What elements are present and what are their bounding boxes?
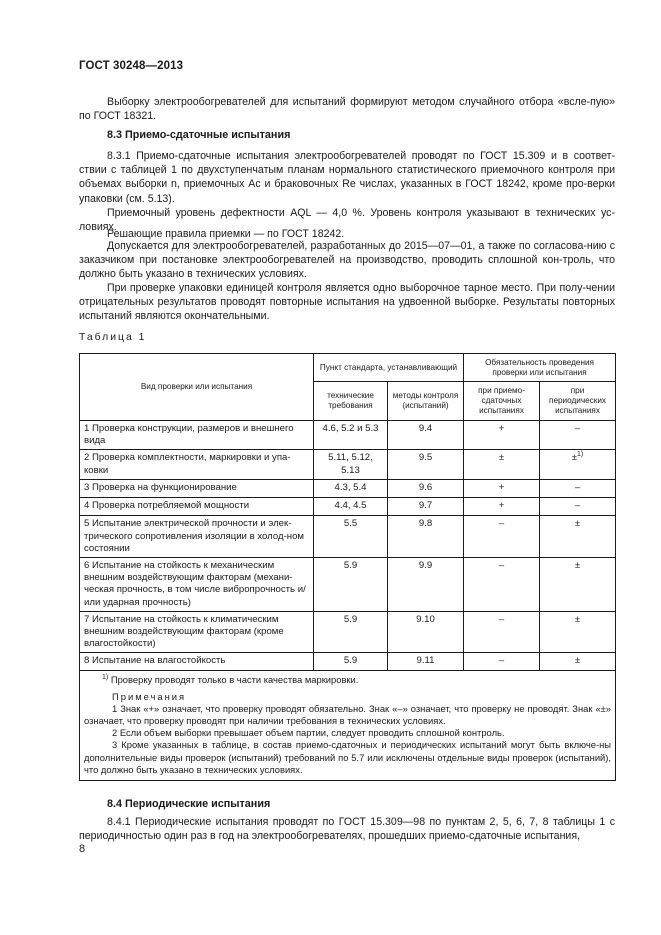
row-acceptance-text: +	[498, 500, 505, 512]
row-name	[80, 421, 314, 450]
table-1	[79, 353, 616, 781]
row-periodic	[540, 558, 616, 612]
row-acceptance-text: –	[498, 655, 505, 667]
row-name-text: 3 Проверка на функционирование	[84, 482, 237, 494]
row-method	[388, 516, 464, 558]
row-periodic-text: –	[574, 500, 581, 512]
row-periodic-text: ±	[574, 655, 581, 667]
note-1: 1 Знак «+» означает, что проверку проводят обязательно. Знак «–» означает, что проверку не проводят. Знак «±» означает, что проверку проводят при наличии требования в технических условиях.	[84, 702, 612, 727]
aql-paragraph: Приемочный уровень дефектности AQL — 4,0 %. Уровень контроля указывают в технических ус-ловиях.	[79, 207, 615, 234]
row-acceptance	[464, 480, 540, 498]
notes-title: Примечания	[112, 690, 187, 702]
row-tech-req	[314, 421, 388, 450]
table-caption: Таблица 1	[79, 332, 147, 343]
row-tech-req-text: 5.9	[343, 560, 358, 572]
row-tech-req	[314, 498, 388, 516]
row-periodic	[540, 421, 616, 450]
footnote-text: Проверку проводят только в части качества маркировки.	[110, 674, 359, 686]
row-tech-req-text: 4.6, 5.2 и 5.3	[322, 423, 379, 434]
row-name-text: 7 Испытание на стойкость к климатическим внешним воздействующим факторам (кроме влагостойкости)	[84, 613, 284, 650]
row-periodic	[540, 498, 616, 516]
row-tech-req-text: 4.3, 5.4	[334, 482, 367, 494]
row-name	[80, 653, 314, 671]
row-acceptance	[464, 450, 540, 480]
header-acceptance: при приемо-сдаточных испытаниях	[464, 382, 540, 421]
footnote-mark: 1)	[102, 674, 109, 682]
row-method	[388, 450, 464, 480]
row-tech-req-text: 5.9	[343, 655, 358, 667]
row-method	[388, 611, 464, 653]
note-2: 2 Если объем выборки превышает объем партии, следует проводить сплошной контроль.	[112, 727, 505, 739]
table-row	[80, 516, 616, 558]
footnote	[102, 674, 611, 686]
row-name-text: 5 Испытание электрической прочности и элек-трического сопротивления изоляции в холод-ном состоянии	[84, 518, 304, 554]
table-row	[80, 480, 616, 498]
row-name	[80, 611, 314, 653]
row-tech-req-text: 5.5	[343, 518, 358, 530]
row-name-text: 8 Испытание на влагостойкость	[84, 655, 226, 667]
row-name	[80, 450, 314, 480]
section-8-3-title: 8.3 Приемо-сдаточные испытания	[107, 129, 291, 141]
row-name-text: 6 Испытание на стойкость к механическим внешним воздействующим факторам (механи-ческая прочность, в том числе вибропрочность и/или ударная прочность)	[84, 560, 306, 608]
packaging-paragraph: При проверке упаковки единицей контроля является одно выборочное тарное место. При полу-чении отрицательных результатов проводят повторные испытания на удвоенной выборке. Результаты повторных испытаний являются окончательными.	[79, 282, 615, 323]
row-tech-req-text: 5.9	[343, 613, 358, 625]
row-periodic	[540, 516, 616, 558]
row-periodic-text: ±	[574, 560, 581, 572]
row-acceptance	[464, 516, 540, 558]
row-method	[388, 558, 464, 612]
row-periodic-text: –	[574, 482, 581, 494]
row-periodic-text: –	[574, 423, 581, 434]
table-row	[80, 450, 616, 480]
table-row	[80, 498, 616, 516]
row-name	[80, 558, 314, 612]
row-acceptance	[464, 421, 540, 450]
row-name-text: 1 Проверка конструкции, размеров и внешнего вида	[84, 423, 294, 447]
row-method-text: 9.9	[418, 560, 433, 572]
row-tech-req	[314, 480, 388, 498]
row-acceptance	[464, 498, 540, 516]
row-name	[80, 480, 314, 498]
section-8-3-1-paragraph: 8.3.1 Приемо-сдаточные испытания электрообогревателей проводят по ГОСТ 15.309 и в соответ-ствии с таблицей 1 по двухступенчатым планам нормального статистического приемочного контроля при объемах выборки n, приемочных Ac и браковочных Re числах, указанных в ГОСТ 18242, кроме про-верки упаковки (см. 5.13).	[79, 150, 615, 205]
full-control-paragraph: Допускается для электрообогревателей, разработанных до 2015—07—01, а также по согласова-нию с заказчиком при постановке электрообогревателей на производство, проводить сплошной кон-троль, что должно быть указано в технических условиях.	[79, 240, 615, 281]
table-notes	[80, 671, 616, 781]
row-tech-req	[314, 516, 388, 558]
page-number: 8	[79, 843, 86, 855]
row-acceptance-text: –	[498, 560, 505, 572]
table-row	[80, 653, 616, 671]
footnote-ref: 1)	[577, 451, 584, 459]
row-tech-req	[314, 558, 388, 612]
row-acceptance-text: +	[498, 423, 505, 434]
row-acceptance	[464, 653, 540, 671]
row-periodic	[540, 450, 616, 480]
row-tech-req	[314, 611, 388, 653]
row-periodic	[540, 653, 616, 671]
header-tech-req: технические требования	[314, 382, 388, 421]
table-row	[80, 558, 616, 612]
table-row	[80, 421, 616, 450]
row-name-text: 4 Проверка потребляемой мощности	[84, 500, 250, 512]
row-periodic	[540, 480, 616, 498]
row-method-text: 9.11	[416, 655, 435, 667]
table-row	[80, 611, 616, 653]
header-periodic: при периодических испытаниях	[540, 382, 616, 421]
row-method	[388, 421, 464, 450]
row-tech-req	[314, 450, 388, 480]
row-name	[80, 516, 314, 558]
header-methods: методы контроля (испытаний)	[388, 382, 464, 421]
header-type: Вид проверки или испытания	[80, 354, 314, 421]
row-periodic-text: ±	[571, 452, 578, 464]
row-periodic	[540, 611, 616, 653]
row-tech-req-text: 5.11, 5.12, 5.13	[328, 452, 373, 476]
row-name	[80, 498, 314, 516]
row-periodic-text: ±	[574, 613, 581, 625]
row-periodic-text: ±	[574, 518, 581, 530]
row-tech-req-text: 4.4, 4.5	[334, 500, 367, 512]
row-acceptance-text: +	[498, 482, 505, 494]
section-8-4-1-paragraph: 8.4.1 Периодические испытания проводят по ГОСТ 15.309—98 по пунктам 2, 5, 6, 7, 8 таблицы 1 с периодичностью один раз в год на электрообогревателях, прошедших приемо-сдаточные испытания,	[79, 816, 615, 843]
row-method-text: 9.7	[418, 500, 433, 512]
row-method-text: 9.6	[418, 482, 433, 494]
row-method-text: 9.10	[416, 613, 435, 625]
table-body	[80, 421, 616, 671]
header-mandatory-group: Обязательность проведения проверки или испытания	[464, 354, 616, 382]
row-name-text: 2 Проверка комплектности, маркировки и упа-ковки	[84, 452, 291, 476]
document-header: ГОСТ 30248—2013	[79, 60, 184, 72]
row-acceptance-text: –	[498, 518, 505, 530]
row-tech-req	[314, 653, 388, 671]
decision-rules-paragraph: Решающие правила приемки — по ГОСТ 18242.	[107, 228, 345, 240]
note-3: 3 Кроме указанных в таблице, в состав приемо-сдаточных и периодических испытаний могут быть включе-ны дополнительные виды проверок (испытаний) требований по 5.7 или исключены отдельные виды проверок (испытаний), что должно быть указано в технических условиях.	[84, 739, 612, 775]
intro-paragraph: Выборку электрообогревателей для испытаний формируют методом случайного отбора «всле-пую» по ГОСТ 18321.	[79, 96, 615, 123]
row-acceptance-text: ±	[498, 452, 505, 464]
row-method-text: 9.4	[418, 423, 433, 434]
row-method	[388, 498, 464, 516]
header-standard-group: Пункт стандарта, устанавливающий	[314, 354, 464, 382]
row-method-text: 9.8	[418, 518, 433, 530]
row-method	[388, 653, 464, 671]
row-acceptance-text: –	[498, 613, 505, 625]
row-method-text: 9.5	[418, 452, 433, 464]
section-8-4-title: 8.4 Периодические испытания	[107, 798, 271, 810]
row-acceptance	[464, 611, 540, 653]
row-method	[388, 480, 464, 498]
row-acceptance	[464, 558, 540, 612]
